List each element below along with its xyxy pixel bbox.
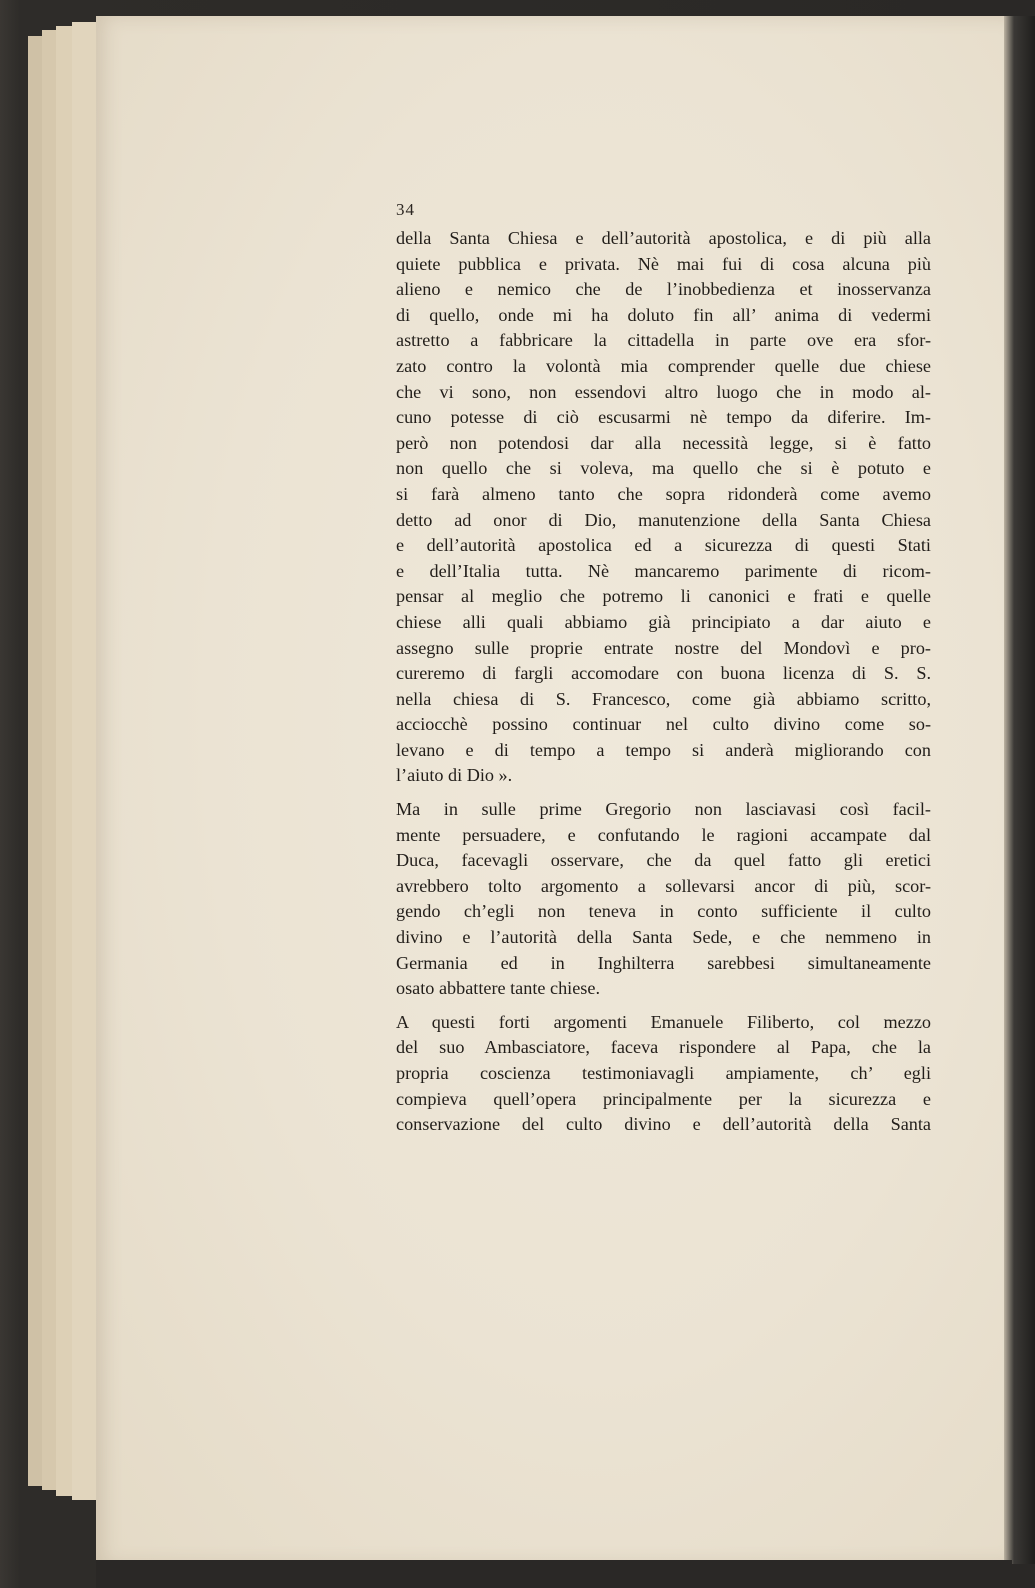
paragraph-gap bbox=[396, 789, 931, 797]
text-line: Duca, facevagli osservare, che da quel fatto gli eretici bbox=[396, 850, 931, 871]
text-line: avrebbero tolto argomento a sollevarsi ancor di più, scor- bbox=[396, 875, 931, 896]
text-line: acciocchè possino continuar nel culto divino come so- bbox=[396, 714, 931, 735]
text-line: della Santa Chiesa e dell’autorità apostolica, e di più alla bbox=[396, 228, 931, 248]
scan-bottom-edge bbox=[96, 1560, 1012, 1588]
text-line: A questi forti argomenti Emanuele Filiberto, col mezzo bbox=[396, 1011, 931, 1032]
text-line: Germania ed in Inghilterra sarebbesi simultaneamente bbox=[396, 952, 931, 973]
text-line: gendo ch’egli non teneva in conto sufficiente il culto bbox=[396, 901, 931, 922]
text-line: zato contro la volontà mia comprender quelle due chiese bbox=[396, 355, 931, 376]
text-line: compieva quell’opera principalmente per la sicurezza e bbox=[396, 1088, 931, 1109]
text-line: si farà almeno tanto che sopra ridonderà come avemo bbox=[396, 483, 931, 504]
text-line: però non potendosi dar alla necessità legge, si è fatto bbox=[396, 432, 931, 453]
text-line: che vi sono, non essendovi altro luogo che in modo al- bbox=[396, 381, 931, 402]
text-line: non quello che si voleva, ma quello che si è potuto e bbox=[396, 458, 931, 479]
text-line: cuno potesse di ciò escusarmi nè tempo da diferire. Im- bbox=[396, 407, 931, 428]
text-line: mente persuadere, e confutando le ragioni accampate dal bbox=[396, 824, 931, 845]
text-line: chiese alli quali abbiamo già principiato a dar aiuto e bbox=[396, 611, 931, 632]
body-text bbox=[396, 226, 931, 1138]
text-line: Ma in sulle prime Gregorio non lasciavasi così facil- bbox=[396, 799, 931, 820]
text-line: di quello, onde mi ha doluto fin all’ anima di vedermi bbox=[396, 304, 931, 325]
text-line: assegno sulle proprie entrate nostre del Mondovì e pro- bbox=[396, 637, 931, 658]
text-line: alieno e nemico che de l’inobbedienza et inosservanza bbox=[396, 279, 931, 300]
text-line: del suo Ambasciatore, faceva rispondere al Papa, che la bbox=[396, 1037, 931, 1058]
paragraph-gap bbox=[396, 1002, 931, 1010]
paragraph-1 bbox=[396, 226, 931, 789]
text-line: nella chiesa di S. Francesco, come già abbiamo scritto, bbox=[396, 688, 931, 709]
page-gutter-shadow bbox=[1004, 16, 1035, 1564]
text-line: propria coscienza testimoniavagli ampiamente, ch’ egli bbox=[396, 1063, 931, 1083]
text-line: detto ad onor di Dio, manutenzione della Santa Chiesa bbox=[396, 509, 931, 530]
text-line: osato abbattere tante chiese. bbox=[396, 978, 601, 999]
text-line: pensar al meglio che potremo li canonici e frati e quelle bbox=[396, 586, 931, 607]
paragraph-2 bbox=[396, 797, 931, 1002]
paragraph-3 bbox=[396, 1010, 931, 1138]
text-line: e dell’Italia tutta. Nè mancaremo parimente di ricom- bbox=[396, 560, 931, 581]
text-line: astretto a fabbricare la cittadella in parte ove era sfor- bbox=[396, 330, 931, 351]
text-line: divino e l’autorità della Santa Sede, e che nemmeno in bbox=[396, 927, 931, 948]
page-number: 34 bbox=[396, 200, 415, 219]
text-line: conservazione del culto divino e dell’autorità della Santa bbox=[396, 1114, 931, 1135]
text-line: levano e di tempo a tempo si anderà migliorando con bbox=[396, 739, 931, 760]
text-line: cureremo di fargli accomodare con buona licenza di S. S. bbox=[396, 663, 931, 684]
text-line: l’aiuto di Dio ». bbox=[396, 765, 513, 786]
text-line: quiete pubblica e privata. Nè mai fui di cosa alcuna più bbox=[396, 253, 931, 274]
text-line: e dell’autorità apostolica ed a sicurezza di questi Stati bbox=[396, 535, 931, 556]
